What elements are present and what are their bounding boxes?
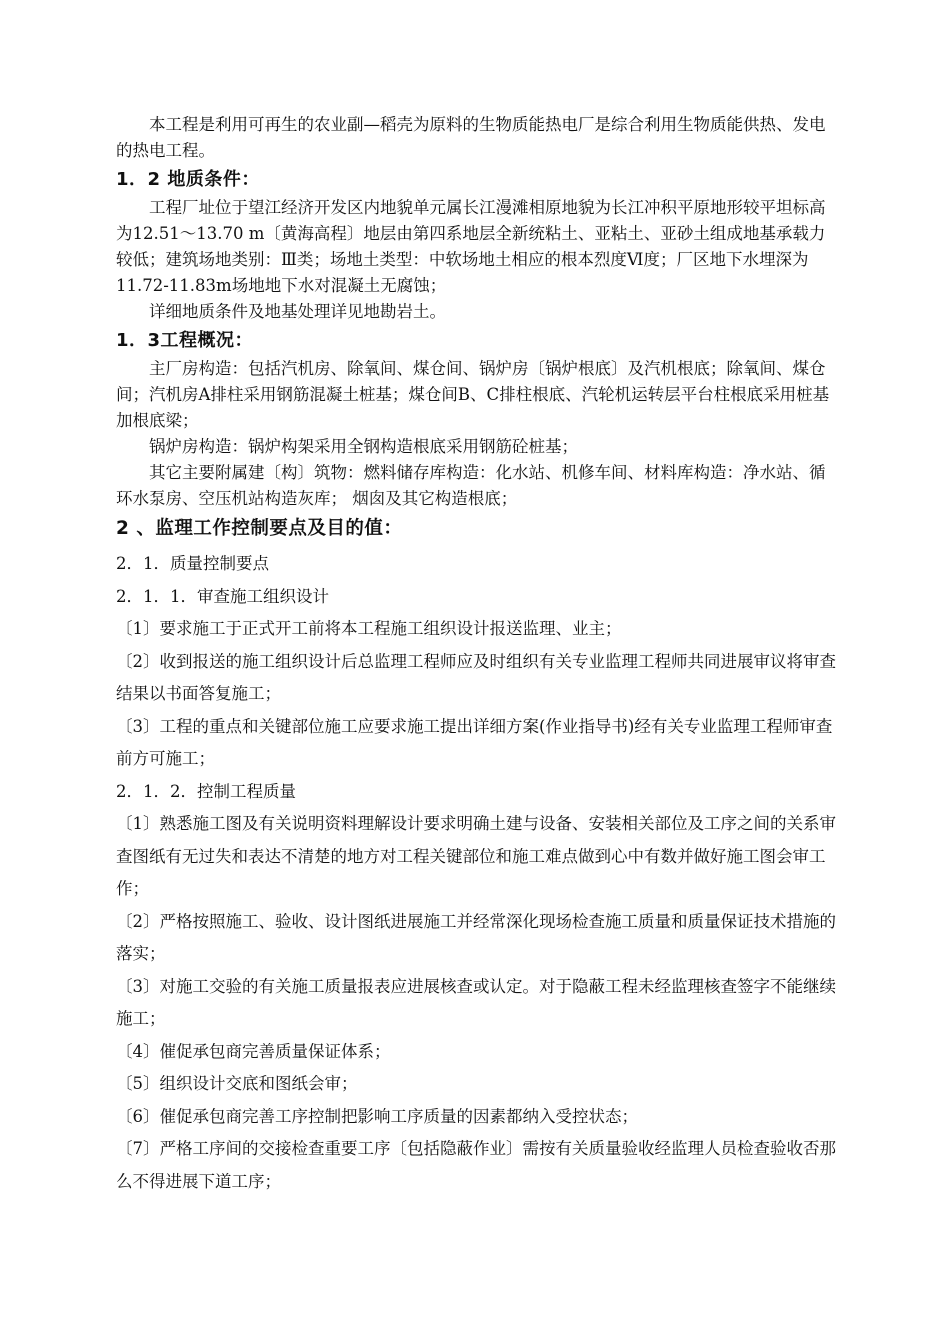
list-item: 〔4〕催促承包商完善质量保证体系；	[116, 1041, 391, 1061]
section-project-info	[116, 112, 838, 512]
list-item: 〔2〕收到报送的施工组织设计后总监理工程师应及时组织有关专业监理工程师共同进展审议将审查结果以书面答复施工；	[116, 651, 836, 703]
overview-auxiliary: 其它主要附属建〔构〕筑物：燃料储存库构造：化水站、机修车间、材料库构造：净水站、循环水泵房、空压机站构造灰库； 烟囱及其它构造根底；	[116, 463, 826, 508]
list-item: 〔1〕要求施工于正式开工前将本工程施工组织设计报送监理、业主；	[116, 619, 622, 638]
list-item: 〔7〕严格工序间的交接检查重要工序〔包括隐蔽作业〕需按有关质量验收经监理人员检查验收否那么不得进展下道工序；	[116, 1139, 836, 1191]
document-page	[116, 112, 838, 1198]
geology-heading: 1．2 地质条件：	[116, 169, 260, 190]
subheading-review-design: 2．1．1．审查施工组织设计	[116, 586, 329, 606]
section2-heading: 2 、监理工作控制要点及目的值：	[116, 518, 403, 539]
list-item: 〔5〕组织设计交底和图纸会审；	[116, 1074, 358, 1093]
geology-reference: 详细地质条件及地基处理详见地勘岩土。	[149, 302, 446, 321]
overview-heading: 1．3工程概况：	[116, 330, 254, 351]
intro-paragraph: 本工程是利用可再生的农业副—稻壳为原料的生物质能热电厂是综合利用生物质能供热、发电的热电工程。	[116, 115, 826, 160]
subheading-quality-control: 2．1．质量控制要点	[116, 554, 269, 573]
list-item: 〔6〕催促承包商完善工序控制把影响工序质量的因素都纳入受控状态；	[116, 1106, 638, 1126]
list-item: 〔2〕严格按照施工、验收、设计图纸进展施工并经常深化现场检查施工质量和质量保证技术措施的落实；	[116, 911, 836, 963]
overview-main-building: 主厂房构造：包括汽机房、除氧间、煤仓间、锅炉房〔锅炉根底〕及汽机根底；除氧间、煤仓间；汽机房A排柱采用钢筋混凝土桩基；煤仓间B、C排柱根底、汽轮机运转层平台柱根底采用桩基加根底梁；	[116, 359, 830, 430]
section-quality-control	[116, 548, 838, 1198]
list-item: 〔1〕熟悉施工图及有关说明资料理解设计要求明确土建与设备、安装相关部位及工序之间的关系审查图纸有无过失和表达不清楚的地方对工程关键部位和施工难点做到心中有数并做好施工图会审工作；	[116, 814, 836, 898]
list-item: 〔3〕工程的重点和关键部位施工应要求施工提出详细方案(作业指导书)经有关专业监理工程师审查前方可施工；	[116, 716, 833, 768]
list-item: 〔3〕对施工交验的有关施工质量报表应进展核查或认定。对于隐蔽工程未经监理核查签字不能继续施工；	[116, 976, 836, 1028]
overview-boiler-house: 锅炉房构造：锅炉构架采用全钢构造根底采用钢筋砼桩基；	[149, 437, 578, 456]
geology-paragraph: 工程厂址位于望江经济开发区内地貌单元属长江漫滩相原地貌为长江冲积平原地形较平坦标高为12.51～13.70 m〔黄海高程〕地层由第四系地层全新统粘土、亚粘土、亚砂土组成地基承载力较低；建筑场地类别：Ⅲ类；场地土类型：中软场地土相应的根本烈度Ⅵ度；厂区地下水埋深为11.72-11.83m场地地下水对混凝土无腐蚀；	[116, 198, 826, 295]
subheading-control-quality: 2．1．2．控制工程质量	[116, 781, 296, 801]
